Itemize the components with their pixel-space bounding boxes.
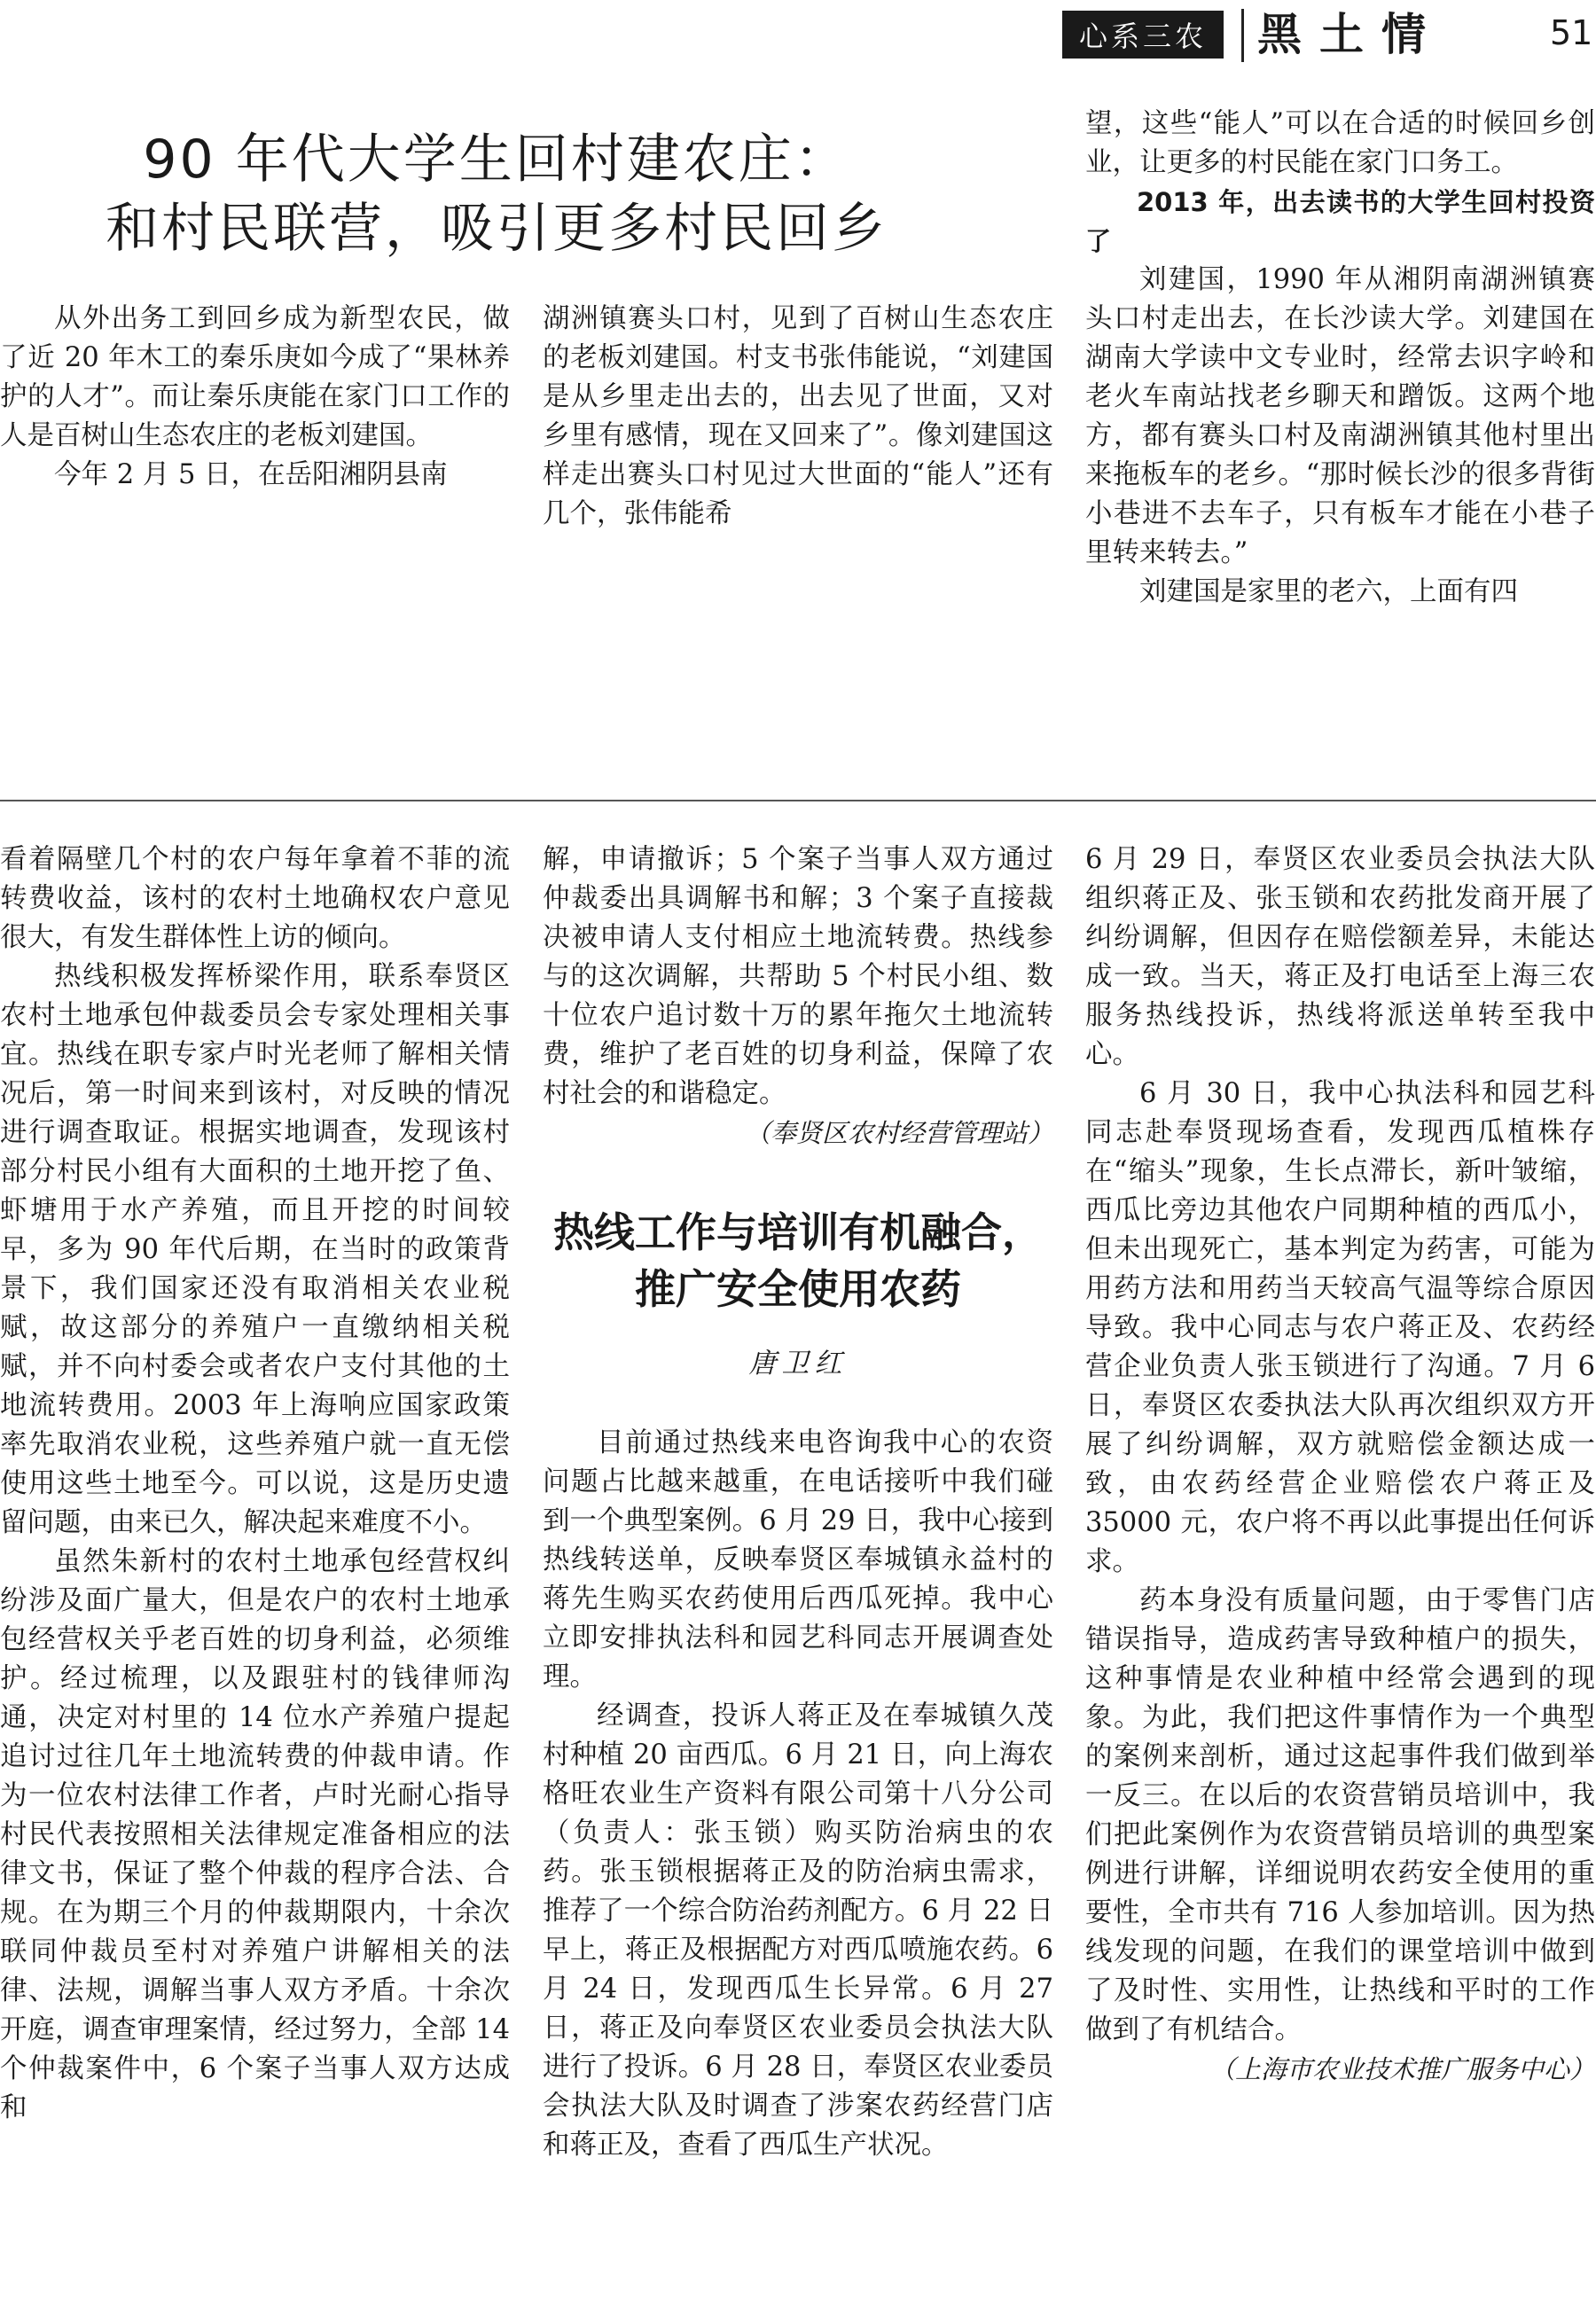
paragraph: 今年 2 月 5 日，在岳阳湘阴县南	[54, 459, 448, 490]
lower-column-3	[1085, 840, 1595, 2089]
paragraph: 刘建国是家里的老六，上面有四	[1139, 576, 1518, 607]
paragraph: 虽然朱新村的农村土地承包经营权纠纷涉及面广量大，但是农户的农村土地承包经营权关乎老百姓的切身利益，必须维护。经过梳理，以及跟驻村的钱律师沟通，决定对村里的 14 位水产养殖户提起追讨过往几年土地流转费的仲裁申请。作为一位农村法律工作者，卢时光耐心指导村民代表按照相关法律规定准备相应的法律文书，保证了整个仲裁的程序合法、合规。在为期三个月的仲裁期限内，十余次联同仲裁员至村对养殖户讲解相关的法律、法规，调解当事人双方矛盾。十余次开庭，调查审理案情，经过努力，全部 14 个仲裁案件中，6 个案子当事人双方达成和	[0, 1546, 510, 2123]
paragraph: 经调查，投诉人蒋正及在奉城镇久茂村种植 20 亩西瓜。6 月 21 日，向上海农格旺农业生产资料有限公司第十八分公司（负责人：张玉锁）购买防治病虫的农药。张玉锁根据蒋正及的防治病虫需求，推荐了一个综合防治药剂配方。6 月 22 日早上，蒋正及根据配方对西瓜喷施农药。6 月 24 日，发现西瓜生长异常。6 月 27 日，蒋正及向奉贤区农业委员会执法大队进行了投诉。6 月 28 日，奉贤区农业委员会执法大队及时调查了涉案农药经营门店和蒋正及，查看了西瓜生产状况。	[543, 1700, 1053, 2161]
article1-subheading: 2013 年，出去读书的大学生回村投资了	[1085, 187, 1595, 256]
article2-byline: 唐卫红	[748, 1348, 848, 1380]
article1-title-line2: 和村民联营，吸引更多村民回乡	[106, 198, 888, 260]
article-credit: （上海市农业技术推广服务中心）	[1209, 2054, 1595, 2084]
header-divider	[1241, 9, 1244, 62]
paragraph: 湖洲镇赛头口村，见到了百树山生态农庄的老板刘建国。村支书张伟能说，“刘建国是从乡里走出去的，出去见了世面，又对乡里有感情，现在又回来了”。像刘建国这样走出赛头口村见过大世面的“能人”还有几个，张伟能希	[543, 303, 1053, 529]
lower-column-2	[543, 840, 1053, 2165]
paragraph: 6 月 29 日，奉贤区农业委员会执法大队组织蒋正及、张玉锁和农药批发商开展了纠纷调解，但因存在赔偿额差异，未能达成一致。当天，蒋正及打电话至上海三农服务热线投诉，热线将派送单转至我中心。	[1085, 844, 1595, 1070]
paragraph: 刘建国，1990 年从湘阴南湖洲镇赛头口村走出去，在长沙读大学。刘建国在湖南大学读中文专业时，经常去识字岭和老火车南站找老乡聊天和蹭饭。这两个地方，都有赛头口村及南湖洲镇其他村里出来拖板车的老乡。“那时候长沙的很多背街小巷进不去车子，只有板车才能在小巷子里转来转去。”	[1085, 264, 1595, 568]
paragraph: 目前通过热线来电咨询我中心的农资问题占比越来越重，在电话接听中我们碰到一个典型案例。6 月 29 日，我中心接到热线转送单，反映奉贤区奉城镇永益村的蒋先生购买农药使用后西瓜死掉。我中心立即安排执法科和园艺科同志开展调查处理。	[543, 1427, 1053, 1692]
paragraph: 从外出务工到回乡成为新型农民，做了近 20 年木工的秦乐庚如今成了“果林养护的人才”。而让秦乐庚能在家门口工作的人是百树山生态农庄的老板刘建国。	[0, 303, 510, 451]
article2-title-line1: 热线工作与培训有机融合，	[553, 1208, 1043, 1256]
paragraph: 热线积极发挥桥梁作用，联系奉贤区农村土地承包仲裁委员会专家处理相关事宜。热线在职专家卢时光老师了解相关情况后，第一时间来到该村，对反映的情况进行调查取证。根据实地调查，发现该村部分村民小组有大面积的土地开挖了鱼、虾塘用于水产养殖，而且开挖的时间较早，多为 90 年代后期，在当时的政策背景下，我们国家还没有取消相关农业税赋，故这部分的养殖户一直缴纳相关税赋，并不向村委会或者农户支付其他的土地流转费用。2003 年上海响应国家政策率先取消农业税，这些养殖户就一直无偿使用这些土地至今。可以说，这是历史遗留问题，由来已久，解决起来难度不小。	[0, 961, 510, 1538]
paragraph: 药本身没有质量问题，由于零售门店错误指导，造成药害导致种植户的损失，这种事情是农业种植中经常会遇到的现象。为此，我们把这件事情作为一个典型的案例来剖析，通过这起事件我们做到举一反三。在以后的农资营销员培训中，我们把此案例作为农资营销员培训的典型案例进行讲解，详细说明农药安全使用的重要性，全市共有 716 人参加培训。因为热线发现的问题，在我们的课堂培训中做到了及时性、实用性，让热线和平时的工作做到了有机结合。	[1085, 1585, 1595, 2045]
article1-column-2	[543, 300, 1053, 534]
article1-title-line1: 90 年代大学生回村建农庄：	[143, 129, 850, 191]
lower-column-1	[0, 840, 510, 2128]
paragraph: 看着隔壁几个村的农户每年拿着不菲的流转费收益，该村的农村土地确权农户意见很大，有发生群体性上访的倾向。	[0, 844, 510, 953]
section-divider	[0, 800, 1596, 801]
article2-title-line2: 推广安全使用农药	[635, 1265, 961, 1313]
paragraph: 望，这些“能人”可以在合适的时候回乡创业，让更多的村民能在家门口务工。	[1085, 108, 1595, 178]
article1-column-3	[1085, 105, 1595, 612]
magazine-brand: 黑土情	[1257, 8, 1443, 60]
paragraph: 解，申请撤诉；5 个案子当事人双方通过仲裁委出具调解书和解；3 个案子直接裁决被申请人支付相应土地流转费。热线参与的这次调解，共帮助 5 个村民小组、数十位农户追讨数十万的累年拖欠土地流转费，维护了老百姓的切身利益，保障了农村社会的和谐稳定。	[543, 844, 1053, 1109]
paragraph: 6 月 30 日，我中心执法科和园艺科同志赴奉贤现场查看，发现西瓜植株存在“缩头”现象，生长点滞长，新叶皱缩，西瓜比旁边其他农户同期种植的西瓜小，但未出现死亡，基本判定为药害，可能为用药方法和用药当天较高气温等综合原因导致。我中心同志与农户蒋正及、农药经营企业负责人张玉锁进行了沟通。7 月 6 日，奉贤区农委执法大队再次组织双方开展了纠纷调解，双方就赔偿金额达成一致，由农药经营企业赔偿农户蒋正及 35000 元，农户将不再以此事提出任何诉求。	[1085, 1078, 1595, 1577]
page-number: 51	[1550, 13, 1593, 52]
section-tag: 心系三农	[1062, 11, 1224, 59]
article1-column-1	[0, 300, 510, 495]
article-credit: （奉贤区农村经营管理站）	[744, 1118, 1053, 1148]
